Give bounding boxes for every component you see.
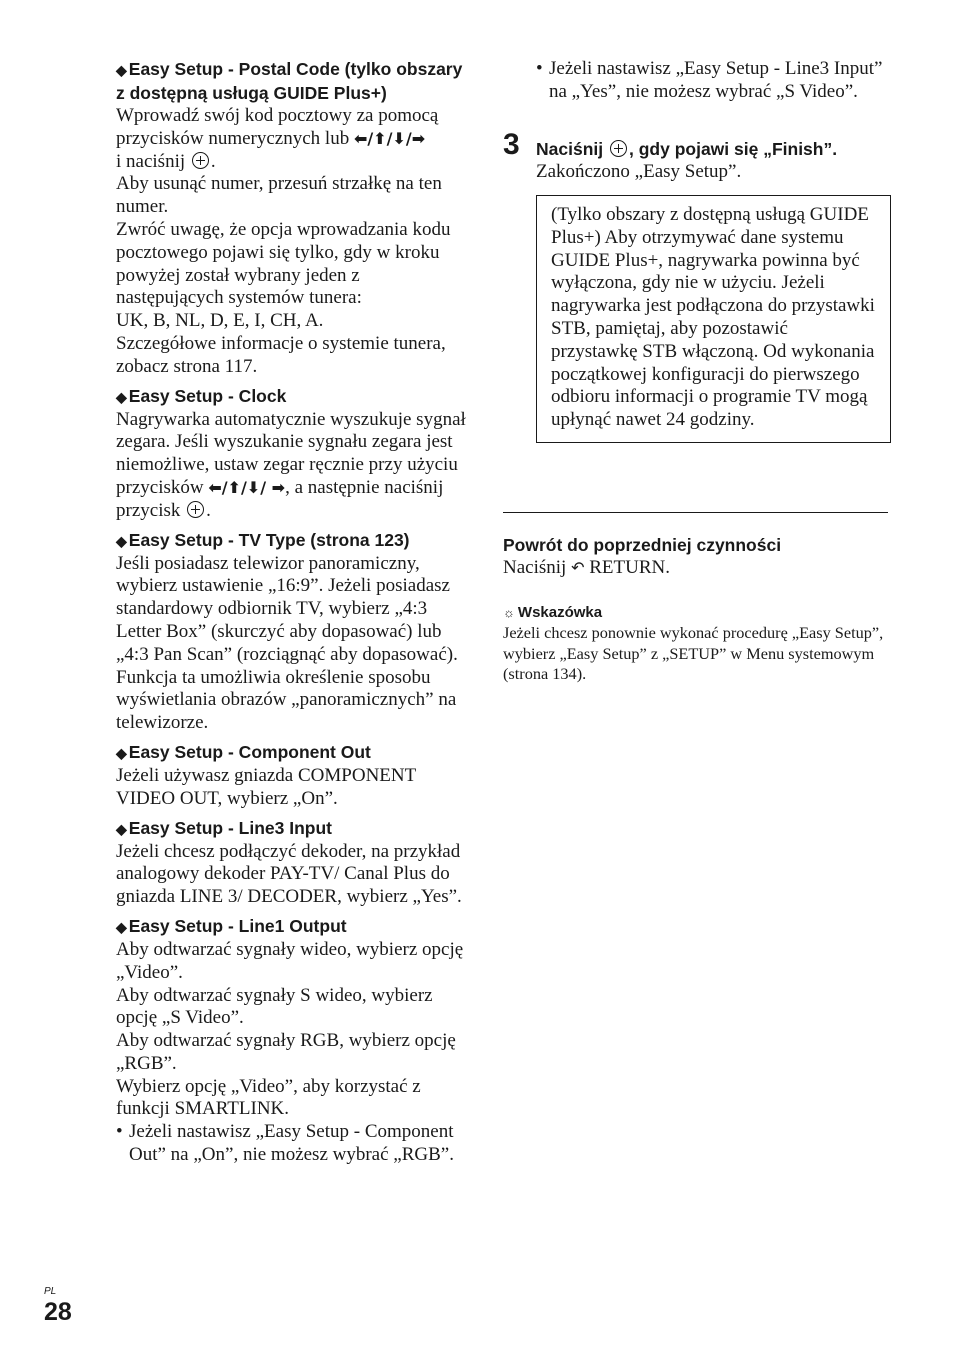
bullet-item: • Jeżeli nastawisz „Easy Setup - Component Out” na „On”, nie możesz wybrać „RGB”.	[116, 1121, 468, 1167]
page-number: 28	[44, 1298, 72, 1326]
note-box: (Tylko obszary z dostępną usługą GUIDE Plus+) Aby otrzymywać dane systemu GUIDE Plus+, nagrywarka powinna być wyłączona, gdy nie w użyciu. Jeżeli nagrywarka jest podłączona do przystawki STB, pamiętaj, aby pozostawić przystawkę STB włączoną. Od wykonania początkowej konfiguracji do pierwszego odbioru informacji o programie TV mogą upłynąć nawet 24 godziny.	[536, 195, 891, 443]
divider	[503, 512, 888, 513]
section-body: Jeżeli chcesz podłączyć dekoder, na przykład analogowy dekoder PAY-TV/ Canal Plus do gniazda LINE 3/ DECODER, wybierz „Yes”.	[116, 840, 462, 908]
section-body: Wprowadź swój kod pocztowy za pomocą przycisków numerycznych lub ⬅/⬆/⬇/➡ i naciśnij . Aby usunąć numer, przesuń strzałkę na ten numer. Zwróć uwagę, że opcja wprowadzania kodu pocztowego pojawi się tylko, gdy w kroku powyżej został wybrany jeden z następujących systemów tunera: UK, B, NL, D, E, I, CH, A. Szczegółowe informacje o systemie tunera, zobacz strona 117.	[116, 105, 451, 377]
right-column	[503, 58, 895, 758]
return-heading: Powrót do poprzedniej czynności	[503, 535, 782, 555]
diamond-icon: ◆	[116, 62, 127, 78]
step-instruction	[536, 138, 896, 184]
section-body: Jeżeli używasz gniazda COMPONENT VIDEO OUT, wybierz „On”.	[116, 764, 416, 809]
enter-button-icon	[192, 152, 209, 169]
diamond-icon: ◆	[116, 744, 127, 761]
return-body: Naciśnij ↶ RETURN.	[503, 557, 670, 578]
step-number: 3	[503, 128, 520, 161]
diamond-icon: ◆	[116, 532, 127, 549]
bullet-item: • Jeżeli nastawisz „Easy Setup - Line3 Input” na „Yes”, nie możesz wybrać „S Video”.	[536, 58, 895, 104]
section-body: Jeśli posiadasz telewizor panoramiczny, wybierz ustawienie „16:9”. Jeżeli posiadasz standardowy odbiornik TV, wybierz „4:3 Letter Box” (skurczyć aby dopasować) lub „4:3 Pan Scan” (rozciągnąć aby dopasować). Funkcja ta umożliwia określenie sposobu wyświetlania obrazów „panoramicznych” na telewizorze.	[116, 552, 458, 734]
section-body: Nagrywarka automatycznie wyszukuje sygnał zegara. Jeśli wyszukanie sygnału zegara jest niemożliwe, ustaw zegar ręcznie przy użyciu przycisków ⬅/⬆/⬇/ ➡, a następnie naciśnij przycisk .	[116, 408, 466, 521]
return-icon: ↶	[571, 558, 585, 577]
section-clock	[116, 385, 468, 523]
section-component-out	[116, 741, 468, 811]
section-heading: ◆ Easy Setup - Component Out	[116, 741, 371, 762]
diamond-icon: ◆	[116, 820, 127, 837]
enter-button-icon	[610, 140, 627, 157]
section-body: Aby odtwarzać sygnały wideo, wybierz opcję „Video”. Aby odtwarzać sygnały S wideo, wybierz opcję „S Video”. Aby odtwarzać sygnały RGB, wybierz opcję „RGB”. Wybierz opcję „Video”, aby korzystać z funkcji SMARTLINK. • Jeżeli nastawisz „Easy Setup - Component Out” na „On”, nie możesz wybrać „RGB”.	[116, 939, 468, 1167]
diamond-icon: ◆	[116, 918, 127, 935]
return-section	[503, 534, 895, 580]
step-heading: Naciśnij , gdy pojawi się „Finish”.	[536, 139, 838, 159]
section-heading: ◆ Easy Setup - Clock	[116, 385, 287, 406]
section-heading: ◆ Easy Setup - Postal Code (tylko obszary z dostępną usługą GUIDE Plus+)	[116, 59, 463, 103]
section-postal-code	[116, 58, 468, 379]
left-column	[116, 58, 468, 1173]
section-line1-output	[116, 915, 468, 1167]
tip-heading: ☼ Wskazówka	[503, 604, 603, 621]
tip-section	[503, 603, 895, 685]
page-region-label: PL	[44, 1286, 57, 1297]
section-tv-type	[116, 529, 468, 735]
tip-body: Jeżeli chcesz ponownie wykonać procedurę „Easy Setup”, wybierz „Easy Setup” z „SETUP” w Menu systemowym (strona 134).	[503, 623, 884, 683]
lightbulb-icon: ☼	[503, 605, 515, 620]
enter-button-icon	[187, 501, 204, 518]
section-heading: ◆ Easy Setup - TV Type (strona 123)	[116, 529, 410, 550]
section-line3-input	[116, 817, 468, 909]
section-heading: ◆ Easy Setup - Line1 Output	[116, 915, 347, 936]
arrow-keys-icon: ⬅/⬆/⬇/ ➡	[208, 477, 286, 497]
diamond-icon: ◆	[116, 388, 127, 405]
section-heading: ◆ Easy Setup - Line3 Input	[116, 817, 333, 838]
arrow-keys-icon: ⬅/⬆/⬇/➡	[353, 128, 426, 148]
step-result: Zakończono „Easy Setup”.	[536, 161, 742, 182]
